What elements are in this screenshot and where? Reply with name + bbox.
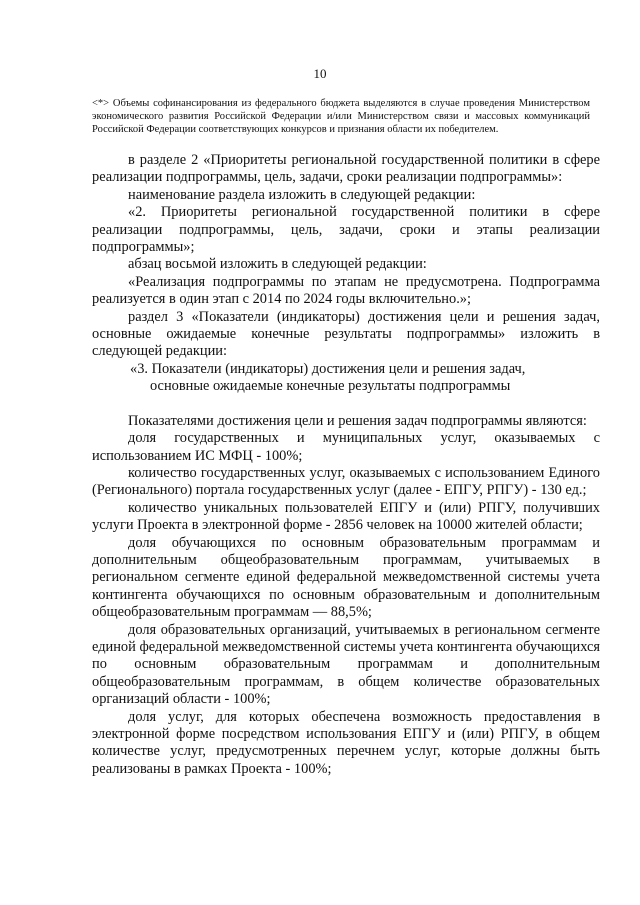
- paragraph: абзац восьмой изложить в следующей редакции:: [128, 256, 427, 273]
- section-heading-line1: «3. Показатели (индикаторы) достижения цели и решения задач,: [130, 360, 526, 377]
- footnote: [92, 97, 590, 137]
- document-body: [92, 152, 600, 778]
- indicator-paragraph: доля образовательных организаций, учитываемых в региональном сегменте единой федеральной межведомственной системы учета контингента обучающихся по основным образовательным программам и дополнительным общеобразовательным программам, в общем количестве образовательных организаций области - 100%;: [92, 621, 600, 708]
- paragraph: «Реализация подпрограммы по этапам не предусмотрена. Подпрограмма реализуется в один этап с 2014 по 2024 годы включительно.»;: [92, 273, 600, 308]
- paragraph: наименование раздела изложить в следующей редакции:: [128, 186, 476, 203]
- page-number: 10: [313, 66, 327, 81]
- spacer: [92, 396, 600, 413]
- paragraph: раздел 3 «Показатели (индикаторы) достижения цели и решения задач, основные ожидаемые конечные результаты подпрограммы» изложить в следующей редакции:: [92, 308, 600, 360]
- section-heading-line2: основные ожидаемые конечные результаты подпрограммы: [150, 378, 511, 395]
- indicator-paragraph: Показателями достижения цели и решения задач подпрограммы являются:: [128, 412, 587, 429]
- indicator-paragraph: доля государственных и муниципальных услуг, оказываемых с использованием ИС МФЦ - 100%;: [92, 430, 600, 464]
- footnote-text: <*> Объемы софинансирования из федерального бюджета выделяются в случае проведения Министерством экономического развития Российской Федерации и/или Министерством связи и массовых коммуникаций Российской Федерации соответствующих конкурсов и признания области их победителем.: [92, 98, 590, 136]
- indicator-paragraph: доля обучающихся по основным образовательным программам и дополнительным общеобразовательным программам, учитываемых в региональном сегменте единой федеральной межведомственной системы учета контингента обучающихся по основным образовательным и дополнительным общеобразовательным программам — 88,5%;: [92, 534, 600, 621]
- paragraph: в разделе 2 «Приоритеты региональной государственной политики в сфере реализации подпрограммы, цель, задачи, сроки реализации подпрограммы»:: [92, 152, 600, 186]
- indicator-paragraph: доля услуг, для которых обеспечена возможность предоставления в электронной форме посредством использования ЕПГУ и (или) РПГУ, в общем количестве услуг, предусмотренных перечнем услуг, которые должны быть реализованы в рамках Проекта - 100%;: [92, 708, 600, 777]
- paragraph: «2. Приоритеты региональной государственной политики в сфере реализации подпрограммы, цель, задачи, сроки и этапы реализации подпрограммы»;: [92, 204, 600, 256]
- indicator-paragraph: количество государственных услуг, оказываемых с использованием Единого (Регионального) портала государственных услуг (далее - ЕПГУ, РПГУ) - 130 ед.;: [92, 464, 600, 499]
- indicator-paragraph: количество уникальных пользователей ЕПГУ и (или) РПГУ, получивших услуги Проекта в электронной форме - 2856 человек на 10000 жителей области;: [92, 499, 600, 534]
